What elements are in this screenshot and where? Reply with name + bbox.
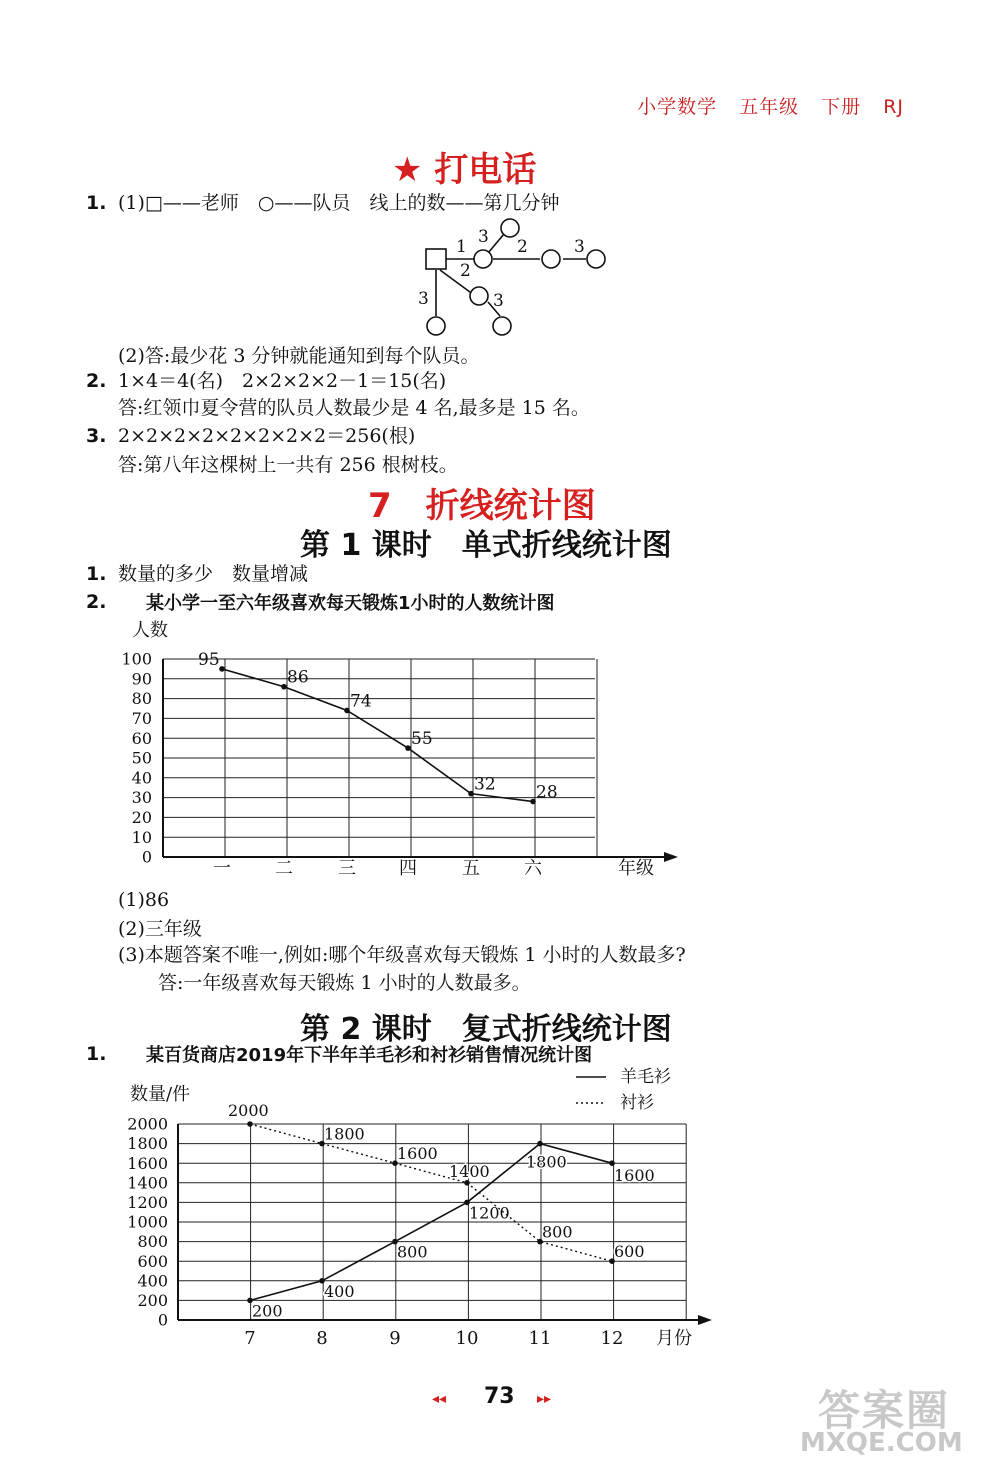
header-volume: 下册 <box>821 96 862 118</box>
section-title-phone-call: ★ 打电话 <box>392 150 537 190</box>
data-label: 86 <box>287 667 309 688</box>
calculation-text: 2×2×2×2×2×2×2×2＝256(根) <box>118 425 416 447</box>
y-axis-label: 数量/件 <box>130 1084 191 1105</box>
data-label: 600 <box>614 1242 645 1262</box>
answer-text: (2)答:最少花 3 分钟就能通知到每个队员。 <box>118 345 480 367</box>
y-tick-label: 70 <box>131 709 152 728</box>
lesson-title: 第 1 课时 单式折线统计图 <box>300 528 672 563</box>
data-label: 1800 <box>324 1124 365 1144</box>
watermark-logo: 答案圈 <box>818 1386 951 1435</box>
data-label: 32 <box>474 774 496 795</box>
legend-label: 衬衫 <box>620 1093 654 1113</box>
y-axis-label: 人数 <box>132 620 168 641</box>
answer-text: (2)三年级 <box>118 918 202 940</box>
member-circle <box>427 317 445 335</box>
data-label: 1200 <box>469 1203 510 1223</box>
x-tick-label: 7 <box>244 1328 256 1349</box>
calculation-text: 1×4＝4(名) 2×2×2×2－1＝15(名) <box>118 370 447 392</box>
legend-label: 羊毛衫 <box>620 1067 671 1087</box>
edge-label: 1 <box>456 237 467 257</box>
answer-text: 答:红领巾夏令营的队员人数最少是 4 名,最多是 15 名。 <box>118 397 590 419</box>
y-tick-label: 0 <box>157 1310 168 1330</box>
line-chart-exercise <box>100 612 690 887</box>
x-tick-label: 8 <box>316 1328 328 1349</box>
header-subject: 小学数学 <box>637 96 718 118</box>
y-tick-label: 1400 <box>127 1173 168 1193</box>
y-tick-label: 30 <box>131 788 152 808</box>
chart-title: 某百货商店2019年下半年羊毛衫和衬衫销售情况统计图 <box>146 1045 593 1066</box>
y-tick-label: 600 <box>137 1251 168 1271</box>
data-point <box>530 799 536 805</box>
y-tick-label: 1000 <box>127 1212 168 1232</box>
prev-page-icon[interactable]: ◂◂ <box>432 1391 447 1407</box>
x-tick-label: 一 <box>213 858 231 879</box>
y-tick-label: 200 <box>137 1291 168 1310</box>
question-number: 1. <box>86 192 107 214</box>
member-circle <box>493 317 511 335</box>
data-label: 1600 <box>614 1166 655 1186</box>
y-tick-label: 1600 <box>127 1153 168 1173</box>
data-point <box>537 1141 543 1147</box>
data-point <box>247 1121 253 1127</box>
x-tick-label: 10 <box>455 1328 479 1349</box>
x-axis-arrow <box>698 1315 712 1325</box>
answer-text: (1)86 <box>118 889 170 911</box>
member-circle <box>501 219 519 237</box>
data-label: 2000 <box>228 1101 269 1120</box>
data-label: 55 <box>411 729 433 750</box>
lesson-title: 第 2 课时 复式折线统计图 <box>300 1012 672 1047</box>
y-tick-label: 80 <box>131 689 152 709</box>
member-circle <box>474 250 492 268</box>
question-number: 2. <box>86 370 107 392</box>
y-tick-label: 1800 <box>127 1134 168 1154</box>
x-tick-label: 11 <box>528 1328 552 1349</box>
member-circle <box>542 250 560 268</box>
data-label: 1800 <box>526 1152 567 1172</box>
header-edition: RJ <box>883 96 904 118</box>
y-tick-label: 0 <box>141 847 152 867</box>
compound-line-chart <box>100 1064 740 1354</box>
y-tick-label: 800 <box>137 1232 168 1252</box>
question-number: 1. <box>86 563 107 585</box>
data-label: 74 <box>350 691 372 712</box>
x-tick-label: 四 <box>399 858 417 879</box>
answer-text: 答:第八年这棵树上一共有 256 根树枝。 <box>118 454 458 476</box>
data-point <box>281 684 287 690</box>
chapter-title: 7 折线统计图 <box>368 486 596 526</box>
y-tick-label: 1200 <box>127 1193 168 1212</box>
page-number: 73 <box>484 1384 515 1409</box>
data-label: 800 <box>397 1242 428 1262</box>
edge-label: 3 <box>418 289 429 309</box>
data-point <box>468 791 474 797</box>
edge-label: 2 <box>460 261 471 281</box>
x-axis-label: 年级 <box>618 858 654 879</box>
x-tick-label: 六 <box>524 858 542 879</box>
x-tick-label: 三 <box>338 858 356 879</box>
y-tick-label: 50 <box>131 748 152 768</box>
phone-tree-diagram <box>410 212 620 342</box>
header-grade: 五年级 <box>739 96 800 118</box>
answer-text: 答:一年级喜欢每天锻炼 1 小时的人数最多。 <box>158 972 531 994</box>
member-circle <box>470 287 488 305</box>
next-page-icon[interactable]: ▸▸ <box>537 1391 552 1407</box>
x-tick-label: 二 <box>275 858 293 879</box>
data-point <box>219 666 225 672</box>
data-point <box>609 1160 615 1166</box>
data-label: 1600 <box>397 1144 438 1164</box>
data-label: 800 <box>542 1222 573 1242</box>
y-tick-label: 90 <box>131 669 152 689</box>
x-tick-label: 9 <box>389 1328 401 1349</box>
y-tick-label: 10 <box>131 827 152 847</box>
question-number: 1. <box>86 1043 107 1065</box>
data-label: 400 <box>324 1281 355 1301</box>
watermark-url: MXQE.COM <box>800 1428 963 1458</box>
x-tick-label: 12 <box>600 1328 624 1349</box>
data-label: 28 <box>536 782 558 803</box>
edge-label: 3 <box>574 237 585 257</box>
teacher-square <box>426 249 446 269</box>
y-tick-label: 400 <box>137 1271 168 1291</box>
y-tick-label: 20 <box>131 808 152 827</box>
data-label: 200 <box>252 1301 283 1321</box>
y-tick-label: 40 <box>131 768 152 788</box>
x-tick-label: 五 <box>462 858 480 879</box>
legend-explanation: (1)□——老师 ○——队员 线上的数——第几分钟 <box>118 192 560 214</box>
book-header <box>615 92 904 119</box>
x-axis-arrow <box>664 852 678 862</box>
data-label: 95 <box>198 649 220 670</box>
member-circle <box>587 250 605 268</box>
edge-label: 2 <box>517 237 528 257</box>
question-number: 2. <box>86 591 107 613</box>
edge-label: 3 <box>478 227 489 247</box>
data-point <box>405 745 411 751</box>
edge-label: 3 <box>493 291 504 311</box>
data-label: 1400 <box>449 1161 490 1181</box>
x-axis-label: 月份 <box>656 1328 692 1349</box>
data-point <box>464 1180 470 1186</box>
y-tick-label: 2000 <box>127 1114 168 1134</box>
data-point <box>344 708 350 714</box>
y-tick-label: 60 <box>131 728 152 748</box>
y-tick-label: 100 <box>121 649 152 669</box>
answer-text: 数量的多少 数量增减 <box>118 563 309 585</box>
question-number: 3. <box>86 425 107 447</box>
chart-title: 某小学一至六年级喜欢每天锻炼1小时的人数统计图 <box>146 593 555 614</box>
answer-text: (3)本题答案不唯一,例如:哪个年级喜欢每天锻炼 1 小时的人数最多? <box>118 944 686 966</box>
